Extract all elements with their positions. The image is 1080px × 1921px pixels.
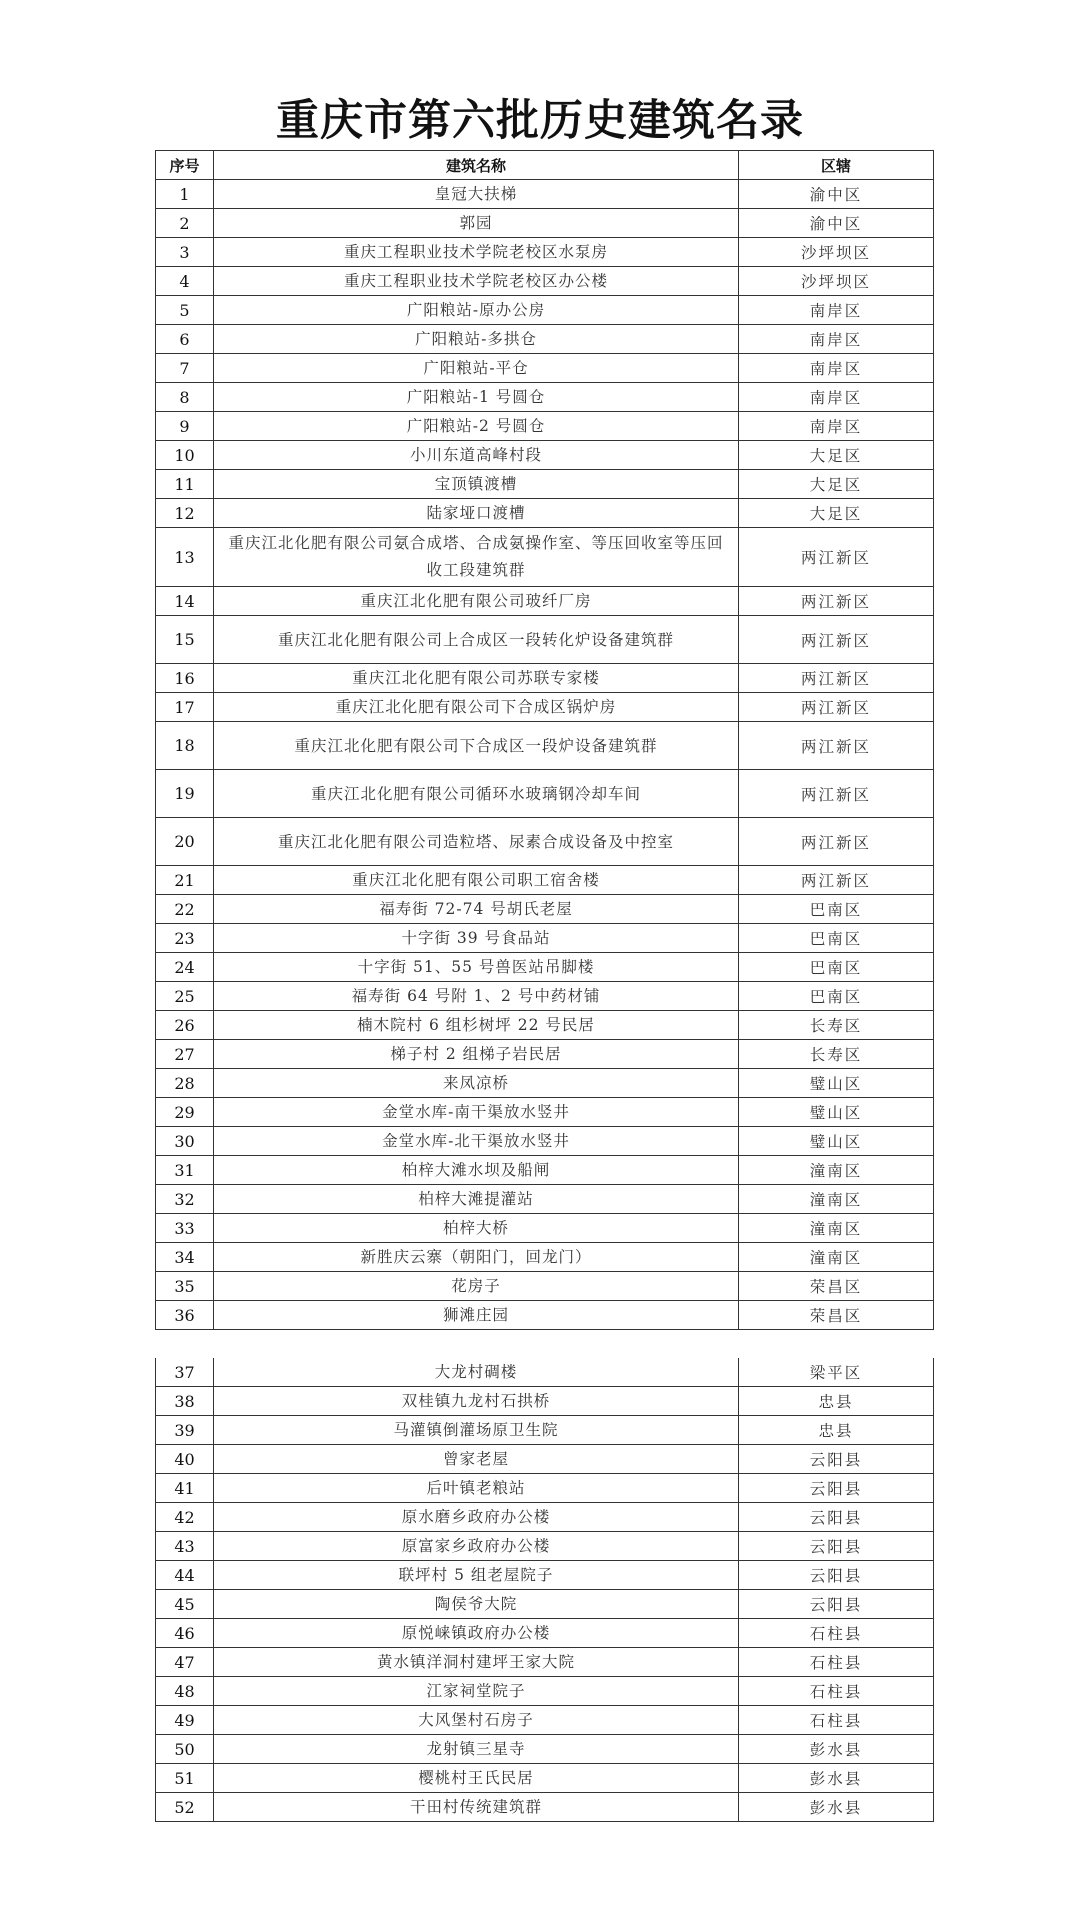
district: 巴南区	[739, 924, 934, 953]
row-number: 41	[156, 1474, 214, 1503]
table-row	[156, 1793, 934, 1822]
building-name: 楠木院村 6 组杉树坪 22 号民居	[214, 1011, 739, 1040]
row-number: 25	[156, 982, 214, 1011]
table-row	[156, 1214, 934, 1243]
building-name: 宝顶镇渡槽	[214, 470, 739, 499]
table-row	[156, 1040, 934, 1069]
district: 潼南区	[739, 1185, 934, 1214]
district: 两江新区	[739, 693, 934, 722]
row-number: 50	[156, 1735, 214, 1764]
table-row	[156, 1706, 934, 1735]
table-row	[156, 866, 934, 895]
row-number: 48	[156, 1677, 214, 1706]
row-number: 51	[156, 1764, 214, 1793]
building-table-part-2	[155, 1358, 934, 1822]
district: 南岸区	[739, 354, 934, 383]
district: 梁平区	[739, 1358, 934, 1387]
building-name: 重庆江北化肥有限公司职工宿舍楼	[214, 866, 739, 895]
district: 彭水县	[739, 1735, 934, 1764]
table-row	[156, 1011, 934, 1040]
table-row	[156, 982, 934, 1011]
building-name: 广阳粮站-原办公房	[214, 296, 739, 325]
district: 彭水县	[739, 1793, 934, 1822]
table-row	[156, 1156, 934, 1185]
table-row	[156, 1301, 934, 1330]
building-name: 重庆江北化肥有限公司上合成区一段转化炉设备建筑群	[214, 616, 739, 664]
district: 两江新区	[739, 664, 934, 693]
header-number: 序号	[156, 151, 214, 180]
row-number: 45	[156, 1590, 214, 1619]
table-row	[156, 1358, 934, 1387]
district: 云阳县	[739, 1445, 934, 1474]
building-name: 广阳粮站-平仓	[214, 354, 739, 383]
building-name: 十字街 39 号食品站	[214, 924, 739, 953]
building-name: 原悦崃镇政府办公楼	[214, 1619, 739, 1648]
row-number: 39	[156, 1416, 214, 1445]
building-name: 联坪村 5 组老屋院子	[214, 1561, 739, 1590]
row-number: 22	[156, 895, 214, 924]
table-row	[156, 1445, 934, 1474]
district: 南岸区	[739, 412, 934, 441]
row-number: 40	[156, 1445, 214, 1474]
row-number: 26	[156, 1011, 214, 1040]
building-name: 花房子	[214, 1272, 739, 1301]
building-name: 樱桃村王氏民居	[214, 1764, 739, 1793]
district: 云阳县	[739, 1474, 934, 1503]
row-number: 27	[156, 1040, 214, 1069]
row-number: 1	[156, 180, 214, 209]
district: 荣昌区	[739, 1301, 934, 1330]
row-number: 29	[156, 1098, 214, 1127]
row-number: 6	[156, 325, 214, 354]
table-row	[156, 267, 934, 296]
district: 南岸区	[739, 383, 934, 412]
district: 云阳县	[739, 1590, 934, 1619]
table-row	[156, 1503, 934, 1532]
table-row	[156, 1619, 934, 1648]
table-row	[156, 209, 934, 238]
table-row	[156, 325, 934, 354]
building-name: 重庆江北化肥有限公司下合成区锅炉房	[214, 693, 739, 722]
table-row	[156, 1272, 934, 1301]
table-row	[156, 693, 934, 722]
building-name: 江家祠堂院子	[214, 1677, 739, 1706]
table-row	[156, 1677, 934, 1706]
row-number: 13	[156, 528, 214, 587]
row-number: 4	[156, 267, 214, 296]
building-name: 金堂水库-北干渠放水竖井	[214, 1127, 739, 1156]
row-number: 36	[156, 1301, 214, 1330]
row-number: 11	[156, 470, 214, 499]
building-name: 大龙村碉楼	[214, 1358, 739, 1387]
district: 潼南区	[739, 1243, 934, 1272]
district: 巴南区	[739, 895, 934, 924]
row-number: 8	[156, 383, 214, 412]
district: 云阳县	[739, 1561, 934, 1590]
district: 潼南区	[739, 1214, 934, 1243]
table-row	[156, 1098, 934, 1127]
building-name: 大风堡村石房子	[214, 1706, 739, 1735]
building-name: 新胜庆云寨（朝阳门，回龙门）	[214, 1243, 739, 1272]
district: 石柱县	[739, 1648, 934, 1677]
row-number: 44	[156, 1561, 214, 1590]
building-name: 梯子村 2 组梯子岩民居	[214, 1040, 739, 1069]
row-number: 20	[156, 818, 214, 866]
table-row	[156, 528, 934, 587]
district: 两江新区	[739, 722, 934, 770]
building-name: 重庆江北化肥有限公司氨合成塔、合成氨操作室、等压回收室等压回收工段建筑群	[214, 528, 739, 587]
district: 荣昌区	[739, 1272, 934, 1301]
district: 彭水县	[739, 1764, 934, 1793]
row-number: 52	[156, 1793, 214, 1822]
table-row	[156, 1387, 934, 1416]
row-number: 7	[156, 354, 214, 383]
district: 渝中区	[739, 180, 934, 209]
district: 两江新区	[739, 587, 934, 616]
table-row	[156, 895, 934, 924]
building-name: 福寿街 64 号附 1、2 号中药材铺	[214, 982, 739, 1011]
building-name: 广阳粮站-1 号圆仓	[214, 383, 739, 412]
district: 两江新区	[739, 528, 934, 587]
table-row	[156, 1243, 934, 1272]
table-row	[156, 1532, 934, 1561]
building-name: 重庆工程职业技术学院老校区办公楼	[214, 267, 739, 296]
building-name: 重庆江北化肥有限公司循环水玻璃钢冷却车间	[214, 770, 739, 818]
district: 两江新区	[739, 770, 934, 818]
district: 长寿区	[739, 1011, 934, 1040]
district: 云阳县	[739, 1503, 934, 1532]
building-name: 柏梓大桥	[214, 1214, 739, 1243]
building-name: 福寿街 72-74 号胡氏老屋	[214, 895, 739, 924]
building-name: 双桂镇九龙村石拱桥	[214, 1387, 739, 1416]
district: 石柱县	[739, 1677, 934, 1706]
row-number: 46	[156, 1619, 214, 1648]
row-number: 35	[156, 1272, 214, 1301]
table-row	[156, 1474, 934, 1503]
row-number: 47	[156, 1648, 214, 1677]
table-row	[156, 1590, 934, 1619]
row-number: 9	[156, 412, 214, 441]
building-name: 原富家乡政府办公楼	[214, 1532, 739, 1561]
building-name: 广阳粮站-多拱仓	[214, 325, 739, 354]
district: 两江新区	[739, 866, 934, 895]
table-row	[156, 616, 934, 664]
building-name: 马灌镇倒灌场原卫生院	[214, 1416, 739, 1445]
header-name: 建筑名称	[214, 151, 739, 180]
table-row	[156, 1648, 934, 1677]
district: 长寿区	[739, 1040, 934, 1069]
district: 大足区	[739, 470, 934, 499]
table-row	[156, 587, 934, 616]
building-name: 十字街 51、55 号兽医站吊脚楼	[214, 953, 739, 982]
building-name: 郭园	[214, 209, 739, 238]
table-row	[156, 770, 934, 818]
row-number: 19	[156, 770, 214, 818]
table-row	[156, 354, 934, 383]
district: 大足区	[739, 499, 934, 528]
district: 巴南区	[739, 982, 934, 1011]
building-name: 陶侯爷大院	[214, 1590, 739, 1619]
building-name: 干田村传统建筑群	[214, 1793, 739, 1822]
row-number: 33	[156, 1214, 214, 1243]
building-name: 原水磨乡政府办公楼	[214, 1503, 739, 1532]
table-row	[156, 1127, 934, 1156]
building-table-part-1	[155, 150, 934, 1330]
row-number: 21	[156, 866, 214, 895]
row-number: 18	[156, 722, 214, 770]
table-row	[156, 924, 934, 953]
row-number: 16	[156, 664, 214, 693]
building-name: 狮滩庄园	[214, 1301, 739, 1330]
building-name: 龙射镇三星寺	[214, 1735, 739, 1764]
table-row	[156, 180, 934, 209]
district: 璧山区	[739, 1127, 934, 1156]
district: 沙坪坝区	[739, 238, 934, 267]
district: 大足区	[739, 441, 934, 470]
table-row	[156, 1561, 934, 1590]
row-number: 10	[156, 441, 214, 470]
row-number: 38	[156, 1387, 214, 1416]
district: 石柱县	[739, 1706, 934, 1735]
building-name: 陆家垭口渡槽	[214, 499, 739, 528]
building-name: 广阳粮站-2 号圆仓	[214, 412, 739, 441]
row-number: 28	[156, 1069, 214, 1098]
table-row	[156, 441, 934, 470]
table-row	[156, 818, 934, 866]
district: 潼南区	[739, 1156, 934, 1185]
page-title: 重庆市第六批历史建筑名录	[276, 96, 804, 146]
row-number: 24	[156, 953, 214, 982]
building-name: 后叶镇老粮站	[214, 1474, 739, 1503]
building-name: 柏梓大滩提灌站	[214, 1185, 739, 1214]
building-name: 柏梓大滩水坝及船闸	[214, 1156, 739, 1185]
district: 南岸区	[739, 325, 934, 354]
row-number: 30	[156, 1127, 214, 1156]
building-name: 黄水镇洋洞村建坪王家大院	[214, 1648, 739, 1677]
district: 两江新区	[739, 616, 934, 664]
district: 忠县	[739, 1387, 934, 1416]
table-row	[156, 383, 934, 412]
district: 忠县	[739, 1416, 934, 1445]
district: 渝中区	[739, 209, 934, 238]
table-row	[156, 1416, 934, 1445]
building-name: 曾家老屋	[214, 1445, 739, 1474]
building-name: 重庆江北化肥有限公司造粒塔、尿素合成设备及中控室	[214, 818, 739, 866]
row-number: 14	[156, 587, 214, 616]
district: 璧山区	[739, 1069, 934, 1098]
table-row	[156, 499, 934, 528]
row-number: 37	[156, 1358, 214, 1387]
row-number: 3	[156, 238, 214, 267]
row-number: 2	[156, 209, 214, 238]
building-name: 重庆江北化肥有限公司下合成区一段炉设备建筑群	[214, 722, 739, 770]
district: 南岸区	[739, 296, 934, 325]
district: 两江新区	[739, 818, 934, 866]
row-number: 32	[156, 1185, 214, 1214]
table-row	[156, 1735, 934, 1764]
building-name: 来凤凉桥	[214, 1069, 739, 1098]
row-number: 42	[156, 1503, 214, 1532]
row-number: 31	[156, 1156, 214, 1185]
row-number: 5	[156, 296, 214, 325]
district: 璧山区	[739, 1098, 934, 1127]
table-row	[156, 296, 934, 325]
table-row	[156, 470, 934, 499]
table-row	[156, 722, 934, 770]
table-row	[156, 664, 934, 693]
row-number: 49	[156, 1706, 214, 1735]
district: 巴南区	[739, 953, 934, 982]
building-name: 重庆江北化肥有限公司苏联专家楼	[214, 664, 739, 693]
district: 石柱县	[739, 1619, 934, 1648]
row-number: 12	[156, 499, 214, 528]
row-number: 43	[156, 1532, 214, 1561]
building-name: 小川东道高峰村段	[214, 441, 739, 470]
table-row	[156, 238, 934, 267]
table-row	[156, 953, 934, 982]
district: 云阳县	[739, 1532, 934, 1561]
row-number: 34	[156, 1243, 214, 1272]
row-number: 15	[156, 616, 214, 664]
table-row	[156, 1764, 934, 1793]
building-name: 重庆江北化肥有限公司玻纤厂房	[214, 587, 739, 616]
building-name: 重庆工程职业技术学院老校区水泵房	[214, 238, 739, 267]
table-row	[156, 412, 934, 441]
district: 沙坪坝区	[739, 267, 934, 296]
table-row	[156, 1069, 934, 1098]
table-header-row	[156, 151, 934, 180]
header-district: 区辖	[739, 151, 934, 180]
building-name: 金堂水库-南干渠放水竖井	[214, 1098, 739, 1127]
building-name: 皇冠大扶梯	[214, 180, 739, 209]
row-number: 23	[156, 924, 214, 953]
table-row	[156, 1185, 934, 1214]
row-number: 17	[156, 693, 214, 722]
